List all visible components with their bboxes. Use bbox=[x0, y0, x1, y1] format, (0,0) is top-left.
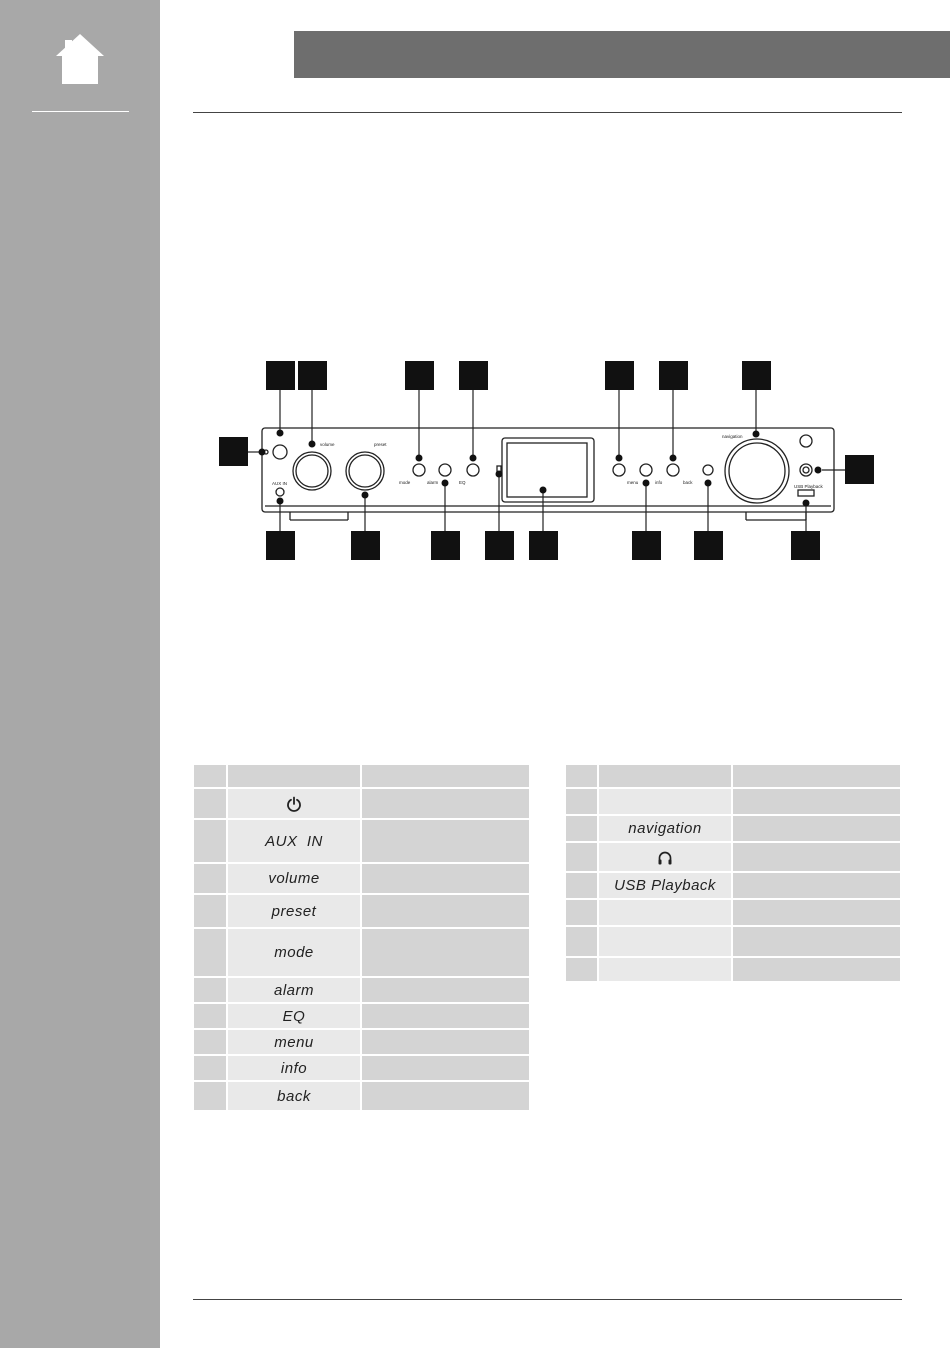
table-row bbox=[194, 789, 529, 820]
row-desc bbox=[362, 789, 529, 820]
row-label: EQ bbox=[228, 1004, 362, 1030]
row-desc bbox=[733, 789, 900, 816]
row-num bbox=[194, 978, 228, 1004]
svg-text:volume: volume bbox=[320, 442, 335, 447]
table-row bbox=[566, 816, 900, 843]
table-row bbox=[194, 929, 529, 978]
table-row bbox=[566, 900, 900, 927]
row-desc bbox=[362, 1004, 529, 1030]
callout-4 bbox=[459, 361, 488, 390]
callout-13 bbox=[485, 531, 514, 560]
row-desc bbox=[362, 1082, 529, 1112]
table-row bbox=[566, 927, 900, 958]
header-desc bbox=[733, 765, 900, 789]
row-num bbox=[194, 1004, 228, 1030]
row-num bbox=[194, 820, 228, 864]
row-desc bbox=[362, 929, 529, 978]
table-row bbox=[194, 978, 529, 1004]
header-num bbox=[566, 765, 599, 789]
header-label bbox=[599, 765, 733, 789]
callout-17 bbox=[791, 531, 820, 560]
power-icon bbox=[286, 796, 302, 812]
row-desc bbox=[733, 816, 900, 843]
row-num bbox=[194, 1056, 228, 1082]
svg-text:navigation: navigation bbox=[722, 434, 743, 439]
row-desc bbox=[733, 900, 900, 927]
row-num bbox=[194, 864, 228, 895]
row-label: USB Playback bbox=[599, 873, 733, 900]
row-label: menu bbox=[228, 1030, 362, 1056]
svg-text:preset: preset bbox=[374, 442, 387, 447]
table-row bbox=[194, 864, 529, 895]
bottom-divider bbox=[193, 1299, 902, 1300]
table-row bbox=[194, 820, 529, 864]
table-header-row bbox=[566, 765, 900, 789]
row-num bbox=[566, 816, 599, 843]
display-screen bbox=[502, 438, 594, 502]
callout-5 bbox=[605, 361, 634, 390]
callout-15 bbox=[632, 531, 661, 560]
headphones-icon bbox=[657, 850, 673, 866]
row-label bbox=[228, 789, 362, 820]
row-desc bbox=[733, 958, 900, 983]
callout-6 bbox=[659, 361, 688, 390]
table-row bbox=[194, 1082, 529, 1112]
row-label: back bbox=[228, 1082, 362, 1112]
row-label bbox=[599, 927, 733, 958]
row-num bbox=[566, 843, 599, 873]
row-num bbox=[566, 873, 599, 900]
row-num bbox=[566, 900, 599, 927]
table-row bbox=[194, 1030, 529, 1056]
row-label: volume bbox=[228, 864, 362, 895]
table-row bbox=[566, 873, 900, 900]
row-num bbox=[194, 789, 228, 820]
row-label bbox=[599, 958, 733, 983]
row-num bbox=[566, 958, 599, 983]
row-label: navigation bbox=[599, 816, 733, 843]
row-label bbox=[599, 789, 733, 816]
callout-11 bbox=[351, 531, 380, 560]
row-num bbox=[194, 895, 228, 929]
svg-text:back: back bbox=[683, 480, 693, 485]
row-desc bbox=[362, 1056, 529, 1082]
svg-text:USB Playback: USB Playback bbox=[794, 484, 823, 489]
row-desc bbox=[362, 1030, 529, 1056]
controls-table-right bbox=[566, 765, 900, 983]
row-num bbox=[566, 927, 599, 958]
table-row bbox=[194, 895, 529, 929]
svg-text:mode: mode bbox=[399, 480, 411, 485]
svg-text:alarm: alarm bbox=[427, 480, 439, 485]
callout-8 bbox=[219, 437, 248, 466]
row-desc bbox=[362, 820, 529, 864]
row-label bbox=[599, 843, 733, 873]
row-desc bbox=[362, 864, 529, 895]
table-row bbox=[194, 1004, 529, 1030]
row-num bbox=[194, 1082, 228, 1112]
header-num bbox=[194, 765, 228, 789]
table-row bbox=[566, 789, 900, 816]
callout-10 bbox=[266, 531, 295, 560]
svg-text:EQ: EQ bbox=[459, 480, 466, 485]
table-row bbox=[194, 1056, 529, 1082]
svg-text:info: info bbox=[655, 480, 663, 485]
row-label: preset bbox=[228, 895, 362, 929]
callout-16 bbox=[694, 531, 723, 560]
callout-12 bbox=[431, 531, 460, 560]
svg-text:menu: menu bbox=[627, 480, 639, 485]
row-label: alarm bbox=[228, 978, 362, 1004]
row-label bbox=[599, 900, 733, 927]
callout-9 bbox=[845, 455, 874, 484]
controls-table-left bbox=[194, 765, 529, 1112]
callout-1 bbox=[266, 361, 295, 390]
callout-14 bbox=[529, 531, 558, 560]
svg-text:AUX IN: AUX IN bbox=[272, 481, 288, 486]
callout-2 bbox=[298, 361, 327, 390]
row-desc bbox=[362, 895, 529, 929]
row-label: AUX IN bbox=[228, 820, 362, 864]
row-desc bbox=[733, 873, 900, 900]
device-front-panel-diagram bbox=[0, 0, 950, 620]
row-desc bbox=[733, 843, 900, 873]
row-desc bbox=[362, 978, 529, 1004]
row-num bbox=[194, 1030, 228, 1056]
header-label bbox=[228, 765, 362, 789]
row-label: mode bbox=[228, 929, 362, 978]
row-num bbox=[566, 789, 599, 816]
row-label: info bbox=[228, 1056, 362, 1082]
row-desc bbox=[733, 927, 900, 958]
table-row bbox=[566, 958, 900, 983]
callout-7 bbox=[742, 361, 771, 390]
callout-3 bbox=[405, 361, 434, 390]
table-header-row bbox=[194, 765, 529, 789]
table-row bbox=[566, 843, 900, 873]
header-desc bbox=[362, 765, 529, 789]
row-num bbox=[194, 929, 228, 978]
